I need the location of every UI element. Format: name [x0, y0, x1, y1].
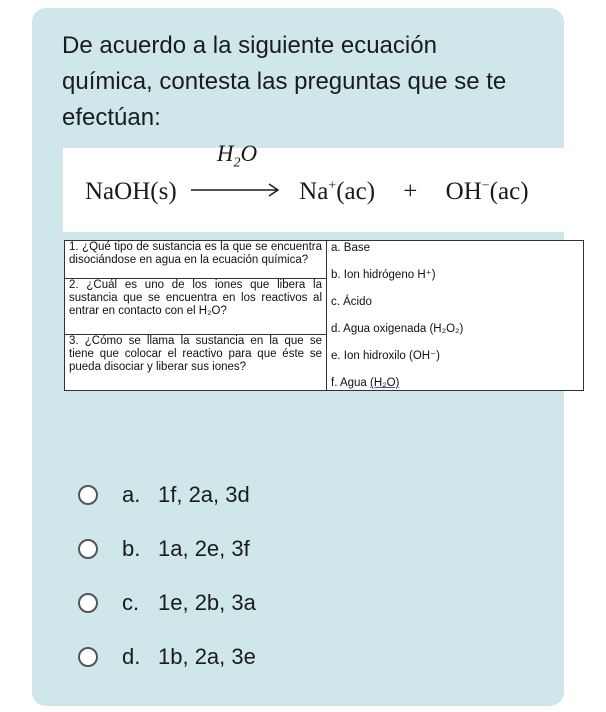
arrow-icon: [191, 183, 281, 197]
option-f: f. Agua (H₂O): [331, 377, 400, 389]
radio-button[interactable]: [78, 485, 98, 505]
radio-button[interactable]: [78, 593, 98, 613]
equation-product-hydroxide: OH−(ac): [445, 178, 529, 205]
answer-option-d[interactable]: [78, 630, 256, 684]
radio-button[interactable]: [78, 539, 98, 559]
option-b: b. Ion hidrógeno H⁺): [331, 269, 436, 281]
answer-option-c[interactable]: [78, 576, 256, 630]
option-c: c. Ácido: [331, 296, 372, 308]
answer-text: 1a, 2e, 3f: [158, 536, 250, 561]
answer-option-b[interactable]: [78, 522, 256, 576]
answer-text: 1b, 2a, 3e: [158, 644, 256, 669]
answer-letter: b.: [122, 536, 141, 561]
answer-letter: c.: [122, 590, 140, 615]
table-question-1: 1. ¿Qué tipo de sustancia es la que se encuentra disociándose en agua en la ecuación química?: [65, 241, 327, 279]
option-e: e. Ion hidroxilo (OH⁻): [331, 350, 440, 362]
answer-text: 1f, 2a, 3d: [158, 482, 250, 507]
answer-letter: a.: [122, 482, 141, 507]
radio-button[interactable]: [78, 647, 98, 667]
option-a: a. Base: [331, 242, 370, 254]
chemical-equation: [63, 141, 606, 232]
question-text: De acuerdo a la siguiente ecuación química, contesta las preguntas que se te efectúan:: [62, 32, 507, 131]
matching-table: [64, 240, 584, 391]
answer-options: [78, 468, 256, 684]
answer-option-a[interactable]: [78, 468, 256, 522]
reaction-arrow: [191, 141, 281, 199]
equation-product-sodium: Na+(ac): [299, 178, 376, 205]
option-d: d. Agua oxigenada (H₂O₂): [331, 323, 464, 335]
answer-text: 1e, 2b, 3a: [158, 590, 256, 615]
answer-letter: d.: [122, 644, 141, 669]
table-question-3: 3. ¿Cómo se llama la sustancia en la que se tiene que colocar el reactivo para que éste se pueda disociar y liberar sus iones?: [65, 334, 327, 390]
equation-reactant: NaOH(s): [85, 178, 177, 205]
arrow-label: $H_2O$: [216, 141, 258, 171]
table-options: [327, 241, 584, 391]
table-question-2: 2. ¿Cuál es uno de los iones que libera la sustancia que se encuentra en los reactivos al entrar en contacto con el H₂O?: [65, 278, 327, 334]
equation-plus: +: [403, 178, 418, 205]
